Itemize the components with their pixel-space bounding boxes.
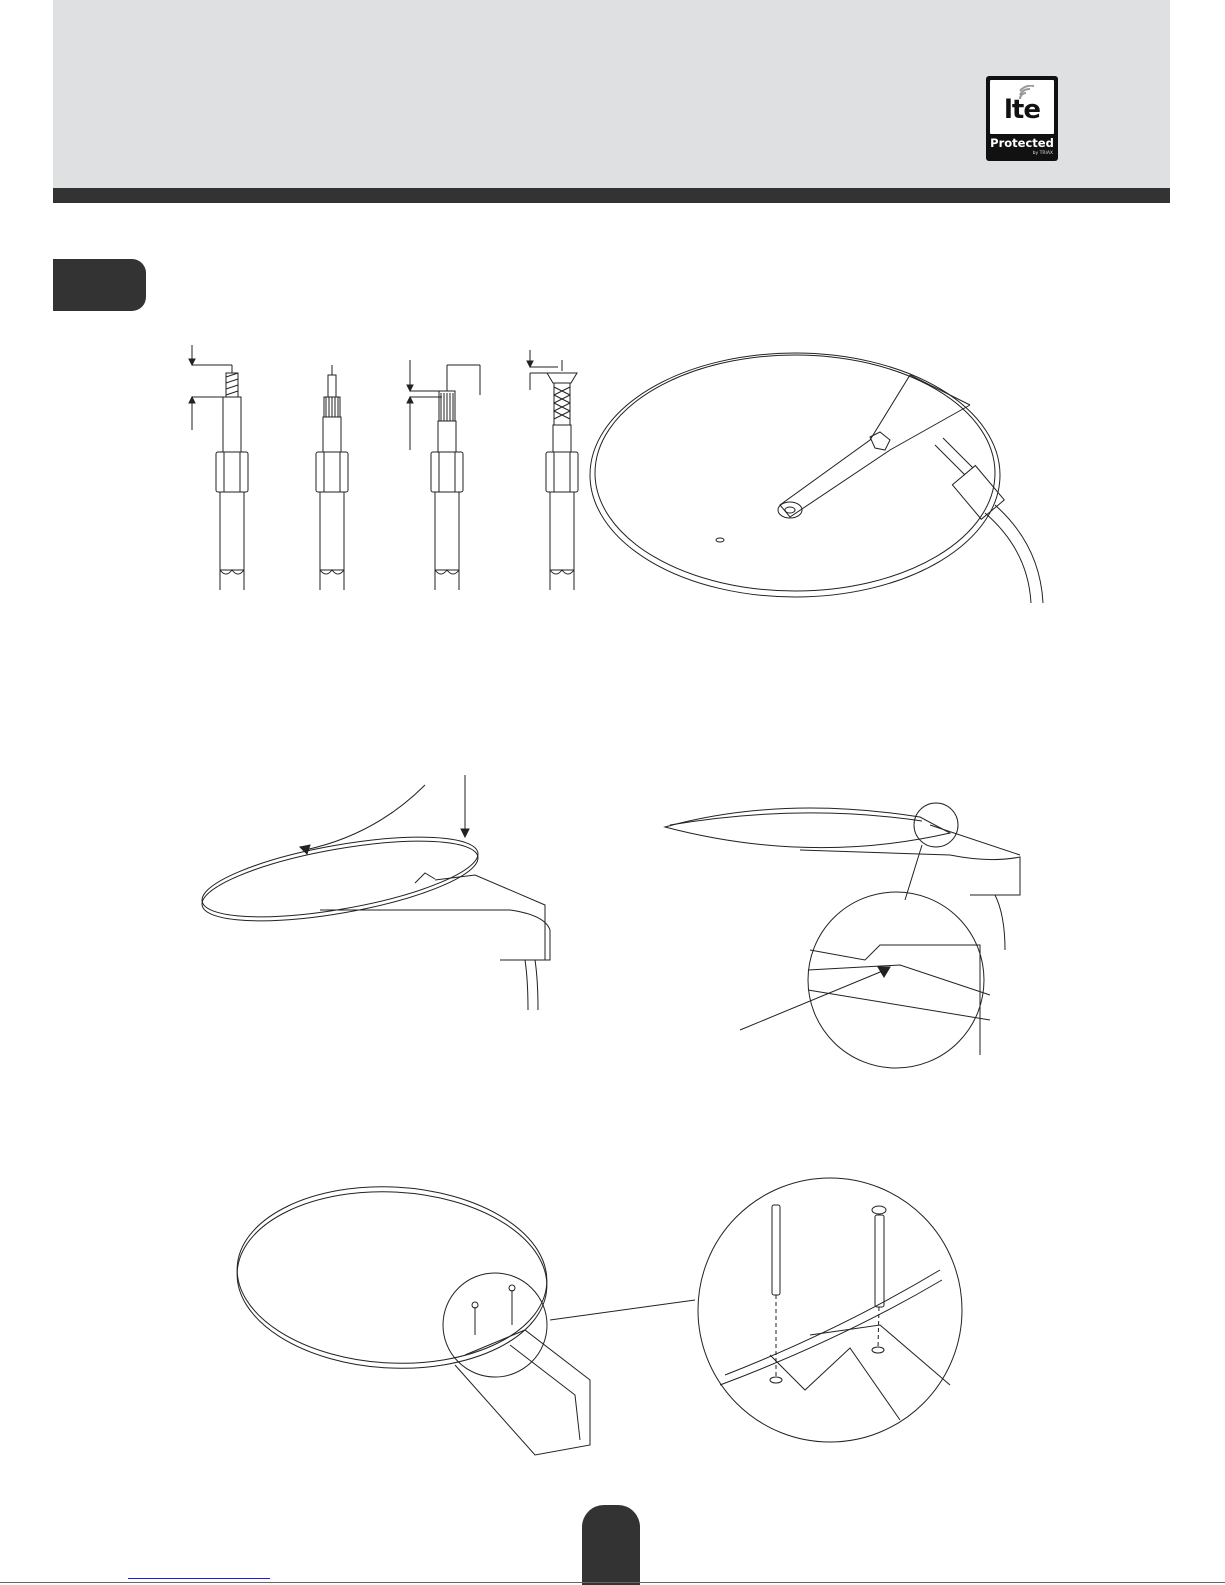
screw-fixing-detail-figure — [550, 1170, 970, 1455]
lte-protected-logo — [986, 76, 1058, 161]
footer-rule — [0, 1582, 1225, 1583]
coax-cable-preparation-figure — [180, 345, 600, 600]
dimension-arrow-4 — [527, 350, 558, 390]
step-number-tab — [53, 259, 146, 311]
page-number-tab — [582, 1505, 640, 1585]
logo-badge-top — [990, 80, 1054, 134]
header-divider-bar — [53, 188, 1170, 203]
logo-wordmark: lte — [1004, 95, 1040, 125]
cable-connection-figure — [585, 345, 1060, 605]
cable-step-4 — [546, 360, 578, 590]
logo-badge-text: Protected — [990, 136, 1054, 150]
cable-step-3 — [431, 365, 463, 590]
logo-byline: by TRIAX — [1032, 151, 1053, 156]
cable-step-2 — [316, 365, 348, 590]
footer-link-underline[interactable] — [128, 1578, 270, 1579]
cable-step-1 — [216, 365, 248, 590]
antenna-slide-on-bracket-figure — [200, 775, 565, 1020]
antenna-screw-fixing-figure — [235, 1185, 595, 1460]
antenna-clip-detail-figure — [660, 795, 1030, 1080]
